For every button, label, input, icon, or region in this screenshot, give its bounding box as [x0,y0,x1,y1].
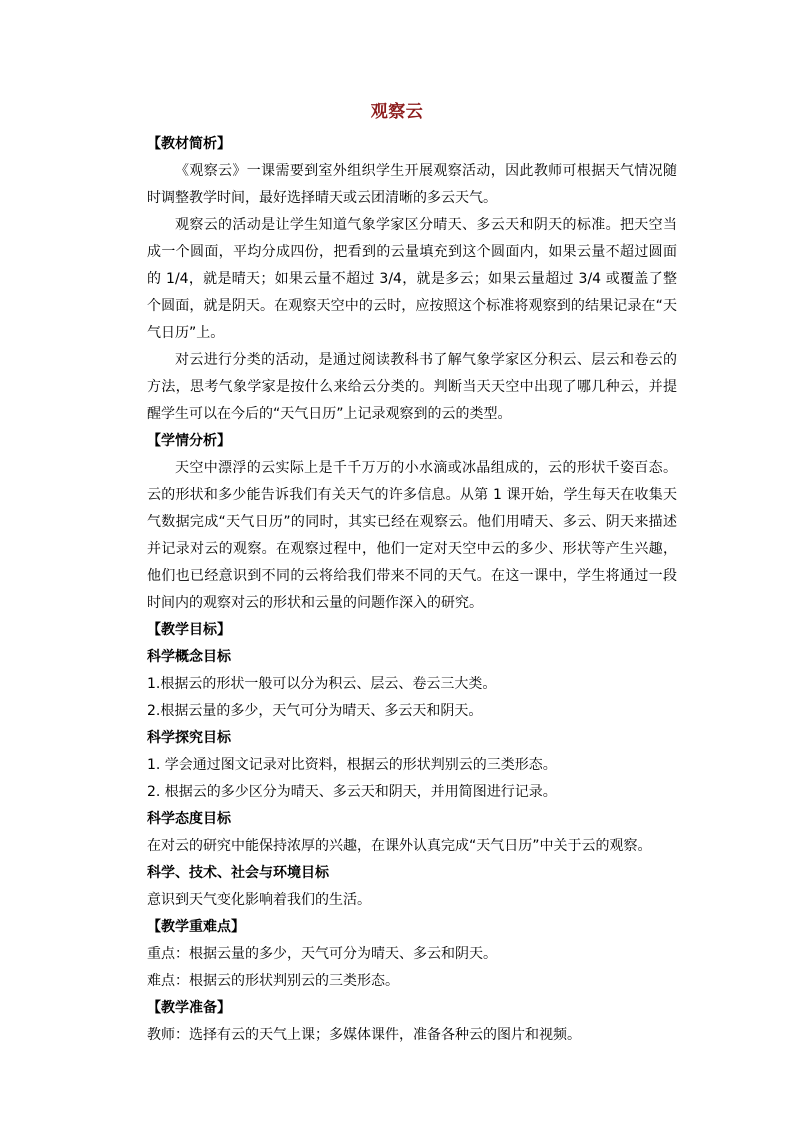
list-item: 2. 根据云的多少区分为晴天、多云天和阴天，并用简图进行记录。 [147,784,557,800]
paragraph: 对云进行分类的活动，是通过阅读教科书了解气象学家区分积云、层云和卷云的方法，思考气象学家是按什么来给云分类的。判断当天天空中出现了哪几种云，并提醒学生可以在今后的“天气日历”上记录观察到的云的类型。 [147,352,677,422]
section-heading: 【教学目标】 [147,622,231,638]
subsection-heading: 科学概念目标 [147,649,231,665]
document-body [147,131,677,1049]
section-learner-analysis [147,428,677,617]
list-item: 教师：选择有云的天气上课；多媒体课件，准备各种云的图片和视频。 [147,1027,581,1043]
paragraph: 观察云的活动是让学生知道气象学家区分晴天、多云天和阴天的标准。把天空当成一个圆面，平均分成四份，把看到的云量填充到这个圆面内，如果云量不超过圆面的 1/4，就是晴天；如果云量不超过 3/4，就是多云；如果云量超过 3/4 或覆盖了整个圆面，就是阴天。在观察天空中的云时，应按照这个标准将观察到的结果记录在“天气日历”上。 [147,217,677,341]
section-heading: 【教学准备】 [147,1000,231,1016]
subsection-heading: 科学态度目标 [147,811,231,827]
section-heading: 【学情分析】 [147,433,231,449]
section-textbook-analysis [147,131,677,428]
list-item: 1.根据云的形状一般可以分为积云、层云、卷云三大类。 [147,676,497,692]
list-item: 重点：根据云量的多少，天气可分为晴天、多云和阴天。 [147,946,497,962]
paragraph: 《观察云》一课需要到室外组织学生开展观察活动，因此教师可根据天气情况随时调整教学时间，最好选择晴天或云团清晰的多云天气。 [147,163,677,206]
section-heading: 【教材简析】 [147,136,231,152]
section-key-difficult-points [147,914,677,995]
list-item: 在对云的研究中能保持浓厚的兴趣，在课外认真完成“天气日历”中关于云的观察。 [147,838,652,854]
list-item: 难点：根据云的形状判别云的三类形态。 [147,973,399,989]
paragraph: 天空中漂浮的云实际上是千千万万的小水滴或冰晶组成的，云的形状千姿百态。云的形状和多少能告诉我们有关天气的许多信息。从第 1 课开始，学生每天在收集天气数据完成“天气日历”的同时，其实已经在观察云。他们用晴天、多云、阴天来描述并记录对云的观察。在观察过程中，他们一定对天空中云的多少、形状等产生兴趣，他们也已经意识到不同的云将给我们带来不同的天气。在这一课中，学生将通过一段时间内的观察对云的形状和云量的问题作深入的研究。 [147,460,677,611]
list-item: 1. 学会通过图文记录对比资料，根据云的形状判别云的三类形态。 [147,757,557,773]
document-title: 观察云 [370,102,424,122]
section-teaching-preparation [147,995,677,1049]
list-item: 意识到天气变化影响着我们的生活。 [147,892,371,908]
subsection-heading: 科学、技术、社会与环境目标 [147,865,329,881]
list-item: 2.根据云量的多少，天气可分为晴天、多云天和阴天。 [147,703,483,719]
subsection-heading: 科学探究目标 [147,730,231,746]
section-teaching-goals [147,617,677,914]
section-heading: 【教学重难点】 [147,919,245,935]
